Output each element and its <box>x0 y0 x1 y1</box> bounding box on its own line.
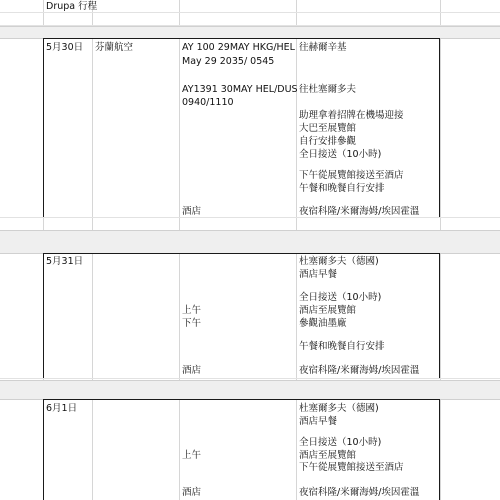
day2-am-label: 上午 <box>182 305 202 316</box>
day2-city: 杜塞爾多夫（德國) <box>299 256 379 267</box>
day1-flight2-time: 0940/1110 <box>182 97 234 108</box>
day3-block <box>43 399 440 500</box>
day3-hotel: 夜宿科隆/米爾海姆/埃因霍溫 <box>299 487 420 498</box>
row-line <box>0 378 500 379</box>
day1-note: 午餐和晚餐自行安排 <box>299 183 385 194</box>
day3-am-label: 上午 <box>182 450 202 461</box>
separator-row <box>0 230 500 254</box>
day2-hotel-label: 酒店 <box>182 365 202 376</box>
day2-block <box>43 253 440 378</box>
day2-am: 酒店至展覽館 <box>299 305 357 316</box>
day1-airline: 芬蘭航空 <box>95 42 134 53</box>
day1-date: 5月30日 <box>46 42 84 53</box>
sheet-title: Drupa 行程 <box>46 1 98 12</box>
day2-transfer: 全日接送（10小時) <box>299 292 382 303</box>
day1-flight1: AY 100 29MAY HKG/HEL <box>182 42 295 53</box>
day3-return: 下午從展覽館接送至酒店 <box>299 462 404 473</box>
day3-transfer: 全日接送（10小時) <box>299 437 382 448</box>
day1-hotel-label: 酒店 <box>182 206 202 217</box>
day1-note: 助理拿着招牌在機場迎接 <box>299 110 404 121</box>
day1-note: 大巴至展覽館 <box>299 123 357 134</box>
day1-flight2: AY1391 30MAY HEL/DUS <box>182 84 298 95</box>
day3-breakfast: 酒店早餐 <box>299 416 338 427</box>
day1-hotel: 夜宿科隆/米爾海姆/埃因霍溫 <box>299 206 420 217</box>
day2-breakfast: 酒店早餐 <box>299 269 338 280</box>
row-line <box>0 217 500 218</box>
day2-pm-label: 下午 <box>182 318 202 329</box>
day3-date: 6月1日 <box>46 403 78 414</box>
day2-date: 5月31日 <box>46 256 84 267</box>
day1-note: 全日接送（10小時) <box>299 149 382 160</box>
day2-pm: 參觀油墨廠 <box>299 318 347 329</box>
day2-hotel: 夜宿科隆/米爾海姆/埃因霍溫 <box>299 365 420 376</box>
day1-note: 自行安排參觀 <box>299 136 357 147</box>
day1-flight2-dest: 往杜塞爾多夫 <box>299 84 357 95</box>
day2-meals: 午餐和晚餐自行安排 <box>299 341 385 352</box>
day1-flight1-time: May 29 2035/ 0545 <box>182 56 275 67</box>
day1-flight1-dest: 往赫爾辛基 <box>299 42 347 53</box>
day3-am: 酒店至展覽館 <box>299 450 357 461</box>
day3-city: 杜塞爾多夫（德國) <box>299 403 379 414</box>
separator-row <box>0 380 500 400</box>
day3-hotel-label: 酒店 <box>182 487 202 498</box>
day1-note: 下午從展覽館接送至酒店 <box>299 170 404 181</box>
